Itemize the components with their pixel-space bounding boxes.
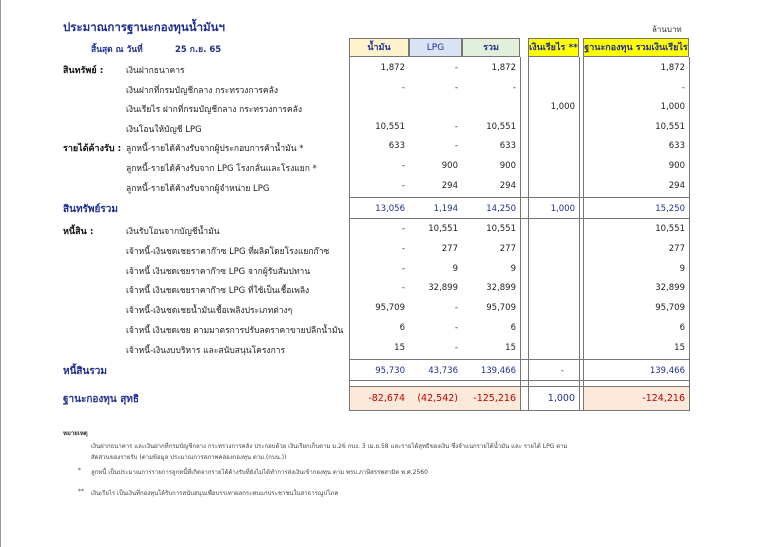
liab-label: เจ้าหนี้ เงินชดเชยราคาก๊าซ LPG จากผู้รับสัมปทาน [126, 266, 311, 277]
as-of-label: สิ้นสุด ณ วันที่ [91, 45, 143, 55]
total-liab-oil: 95,730 [375, 366, 405, 376]
liab-lpg-value: 277 [441, 243, 458, 254]
header-oil: น้ำมัน [349, 38, 409, 57]
liab-label: เจ้าหนี้-เงินชดเชยน้ำมันเชื้อเพลิงประเภทต่างๆ [126, 306, 293, 317]
liab-total-value: 15 [505, 342, 516, 353]
asset-fund-value: 900 [668, 161, 685, 171]
liab-total-value: 32,899 [486, 283, 516, 294]
grid-line [349, 57, 350, 411]
note-text: เงินฝากธนาคาร และเงินฝากที่กรมบัญชีกลาง กระทรวงการคลัง ประกอบด้วย เงินเรียกเก็บตาม ม.26 กบง. 3 เม.ย.58 และรายได้สุทธิของเงิน ซึ่งจำแนกรายได้น้ำมัน และ รายได้ LPG ตาม [91, 443, 568, 450]
net-fund: -124,216 [642, 393, 685, 404]
liab-fund-value: 6 [679, 323, 685, 333]
total-assets-fund: 15,250 [655, 204, 685, 214]
asset-oil-value: - [401, 161, 405, 171]
grid-line [689, 57, 690, 411]
asset-total-value: - [512, 82, 516, 93]
group-net-status: ฐานะกองทุน สุทธิ [63, 394, 139, 405]
asset-label: เงินโอนให้บัญชี LPG [126, 124, 202, 135]
asset-label: เงินเรียไร ฝากที่กรมบัญชีกลาง กระทรวงการคลัง [126, 105, 302, 116]
asset-total-value: 900 [499, 161, 516, 171]
total-liab-loan: - [560, 366, 564, 376]
asset-total-value: 633 [499, 141, 516, 152]
total-liab-bottom-line [349, 380, 690, 381]
total-liab-top-line [349, 359, 690, 360]
total-assets-loan: 1,000 [550, 204, 575, 214]
liab-fund-value: 15 [674, 342, 685, 353]
asset-total-value: 1,872 [491, 63, 516, 73]
net-oil: -82,674 [368, 393, 405, 404]
header-total: รวม [462, 38, 520, 57]
asset-oil-value: 633 [388, 141, 405, 152]
grid-line [520, 57, 521, 411]
liab-oil-value: - [401, 263, 405, 274]
liab-oil-value: - [401, 283, 405, 294]
total-assets-total: 14,250 [486, 204, 516, 214]
liab-oil-value: 95,709 [375, 303, 405, 314]
asset-label: เงินฝากที่กรมบัญชีกลาง กระทรวงการคลัง [126, 85, 278, 96]
header-lpg: LPG [409, 38, 462, 57]
liab-oil-value: 6 [399, 323, 405, 333]
note-mark: ** [78, 488, 84, 495]
group-total-assets: สินทรัพย์รวม [63, 204, 118, 215]
liab-total-value: 6 [510, 323, 516, 333]
asset-lpg-value: - [454, 141, 458, 152]
page-title: ประมาณการฐานะกองทุนน้ำมันฯ [63, 20, 225, 34]
net-lpg: (42,542) [417, 393, 458, 404]
net-total: -125,216 [473, 393, 516, 404]
note-mark: * [78, 467, 81, 474]
liab-total-value: 10,551 [486, 224, 516, 234]
note-text: ลูกหนี้ เป็นประมาณการรายการลูกหนี้ที่เกิดจากรายได้ค้างรับที่ยังไม่ได้ทำการส่งเงินเข้ากองทุน ตาม พรบ.ภาษีสรรพสามิต พ.ศ.2560 [91, 469, 428, 476]
asset-lpg-value: - [454, 121, 458, 132]
liab-total-value: 9 [510, 263, 516, 274]
note-text: สัดส่วนของรายรับ (ตามข้อมูล ประมาณการสภาพคล่องกองทุน ตาม.(กบน.)) [91, 454, 287, 461]
liab-label: เจ้าหนี้-เงินชดเชยราคาก๊าซ LPG ที่ผลิตโดยโรงแยกก๊าซ [126, 246, 330, 257]
as-of-date: 25 ก.ย. 65 [175, 45, 222, 55]
asset-fund-value: - [681, 82, 685, 93]
total-liab-fund: 139,466 [649, 366, 685, 376]
liab-lpg-value: - [454, 303, 458, 314]
net-loan: 1,000 [547, 393, 575, 404]
asset-lpg-value: - [454, 82, 458, 93]
asset-fund-value: 633 [668, 141, 685, 152]
liab-fund-value: 10,551 [655, 224, 685, 234]
unit-label: ล้านบาท [652, 25, 682, 34]
liab-fund-value: 32,899 [655, 283, 685, 294]
asset-lpg-value: 294 [441, 180, 458, 191]
group-receivables: รายได้ค้างรับ : [63, 144, 122, 154]
total-assets-oil: 13,056 [375, 204, 405, 214]
liab-lpg-value: 32,899 [428, 283, 458, 294]
asset-label: ลูกหนี้-รายได้ค้างรับจากผู้ประกอบการค้าน้ำมัน * [126, 144, 304, 155]
liab-oil-value: 15 [394, 342, 405, 353]
liab-total-value: 277 [499, 243, 516, 254]
asset-label: เงินฝากธนาคาร [126, 66, 185, 76]
header-fund-status: ฐานะกองทุน รวมเงินเรียไร [583, 38, 689, 57]
liab-oil-value: - [401, 243, 405, 254]
asset-total-value: 294 [499, 180, 516, 191]
liab-label: เจ้าหนี้ เงินชดเชยราคาก๊าซ LPG ที่ใช้เป็นเชื้อเพลิง [126, 286, 310, 297]
net-bottom-line [349, 410, 690, 411]
liab-oil-value: - [401, 224, 405, 234]
grid-line [579, 57, 580, 411]
asset-fund-value: 294 [668, 180, 685, 191]
total-assets-top-line [349, 197, 690, 198]
liab-lpg-value: - [454, 323, 458, 333]
note-text: เงินเรียไร เป็นเงินที่กองทุนได้รับการสนับสนุนเพื่อบรรเทาผลกระทบแก่ประชาชนในสาธารณูปโภค [91, 490, 339, 497]
asset-label: ลูกหนี้-รายได้ค้างรับจาก LPG โรงกลั่นและโรงแยก * [126, 164, 317, 174]
group-total-liabilities: หนี้สินรวม [63, 366, 107, 377]
group-assets: สินทรัพย์ : [63, 66, 104, 76]
total-assets-lpg: 1,194 [433, 204, 458, 214]
asset-lpg-value: 900 [441, 161, 458, 171]
liab-label: เงินรับโอนจากบัญชีน้ำมัน [126, 227, 220, 237]
header-loan: เงินเรียไร ** [528, 38, 579, 57]
asset-fund-value: 1,000 [660, 102, 685, 113]
liab-fund-value: 9 [679, 263, 685, 274]
total-assets-bottom-line [349, 218, 690, 219]
liab-total-value: 95,709 [486, 303, 516, 314]
asset-fund-value: 1,872 [660, 63, 685, 73]
liab-fund-value: 277 [668, 243, 685, 254]
asset-label: ลูกหนี้-รายได้ค้างรับจากผู้จำหน่าย LPG [126, 183, 270, 194]
asset-loan-value: 1,000 [550, 102, 575, 113]
liab-label: เจ้าหนี้-เงินงบบริหาร และสนับสนุนโครงการ [126, 345, 286, 356]
liab-lpg-value: 10,551 [428, 224, 458, 234]
group-liabilities: หนี้สิน : [63, 227, 94, 237]
total-liab-total: 139,466 [480, 366, 516, 376]
asset-oil-value: - [401, 82, 405, 93]
page-left-border [0, 0, 1, 547]
asset-total-value: 10,551 [486, 121, 516, 132]
asset-oil-value: - [401, 180, 405, 191]
liab-lpg-value: - [454, 342, 458, 353]
asset-oil-value: 1,872 [380, 63, 405, 73]
liab-lpg-value: 9 [452, 263, 458, 274]
asset-fund-value: 10,551 [655, 121, 685, 132]
asset-oil-value: 10,551 [375, 121, 405, 132]
total-liab-lpg: 43,736 [428, 366, 458, 376]
asset-lpg-value: - [454, 63, 458, 73]
liab-fund-value: 95,709 [655, 303, 685, 314]
liab-label: เจ้าหนี้ เงินชดเชย ตามมาตรการปรับลดราคาขายปลีกน้ำมัน [126, 326, 344, 336]
notes-title: หมายเหตุ [63, 430, 88, 437]
